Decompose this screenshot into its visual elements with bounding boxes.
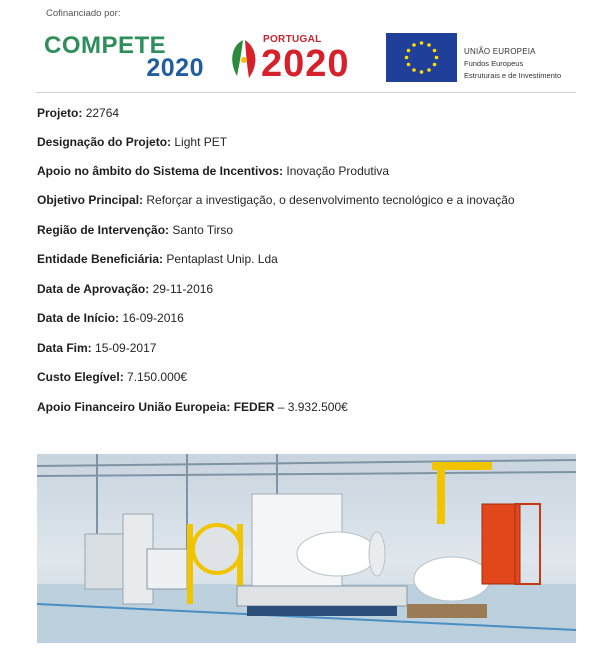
project-designation-value: Light PET (174, 135, 228, 149)
beneficiary-row (37, 252, 278, 266)
portugal-leaf-icon (227, 36, 261, 80)
approval-date-value: 29-11-2016 (152, 282, 214, 296)
compete-2020-logo (44, 32, 204, 86)
eu-logo-line1: UNIÃO EUROPEIA (464, 47, 536, 56)
factory-machine-photo (37, 454, 576, 643)
eu-funding-label: Apoio Financeiro União Europeia: (37, 400, 231, 414)
main-objective-value: Reforçar a investigação, o desenvolvimento tecnológico e a inovação (146, 193, 515, 207)
compete-logo-word: COMPETE (44, 32, 167, 59)
portugal-2020-logo (227, 32, 371, 84)
eligible-cost-value: 7.150.000€ (127, 370, 188, 384)
incentive-system-value: Inovação Produtiva (286, 164, 390, 178)
intervention-region-row (37, 223, 233, 237)
beneficiary-label: Entidade Beneficiária: (37, 252, 164, 266)
project-number-row (37, 106, 119, 120)
intervention-region-value: Santo Tirso (172, 223, 234, 237)
project-designation-row (37, 135, 227, 149)
approval-date-row (37, 282, 213, 296)
incentive-system-label: Apoio no âmbito do Sistema de Incentivos: (37, 164, 284, 178)
portugal-logo-word: PORTUGAL (263, 34, 322, 45)
eu-funding-fund: FEDER (233, 400, 275, 414)
eu-logo-line2: Fundos Europeus (464, 59, 524, 68)
eu-funding-value: – 3.932.500€ (277, 400, 348, 414)
beneficiary-value: Pentaplast Unip. Lda (166, 252, 278, 266)
start-date-value: 16-09-2016 (122, 311, 184, 325)
end-date-label: Data Fim: (37, 341, 92, 355)
project-number-value: 22764 (85, 106, 120, 120)
eu-logo-text (464, 46, 561, 82)
end-date-row (37, 341, 156, 355)
start-date-row (37, 311, 184, 325)
eligible-cost-row (37, 370, 187, 384)
project-designation-label: Designação do Projeto: (37, 135, 172, 149)
main-objective-row (37, 193, 515, 207)
cofinancing-banner (36, 0, 576, 93)
end-date-value: 15-09-2017 (95, 341, 157, 355)
project-number-label: Projeto: (37, 106, 83, 120)
eu-flag-icon (386, 33, 457, 82)
intervention-region-label: Região de Intervenção: (37, 223, 170, 237)
compete-logo-year: 2020 (146, 54, 204, 82)
start-date-label: Data de Início: (37, 311, 120, 325)
main-objective-label: Objetivo Principal: (37, 193, 144, 207)
portugal-logo-year: 2020 (261, 43, 350, 85)
eu-logo-line3: Estruturais e de Investimento (464, 71, 562, 80)
cofinanced-label: Cofinanciado por: (46, 8, 121, 19)
eligible-cost-label: Custo Elegível: (37, 370, 124, 384)
eu-funding-row (37, 400, 348, 414)
approval-date-label: Data de Aprovação: (37, 282, 150, 296)
incentive-system-row (37, 164, 389, 178)
